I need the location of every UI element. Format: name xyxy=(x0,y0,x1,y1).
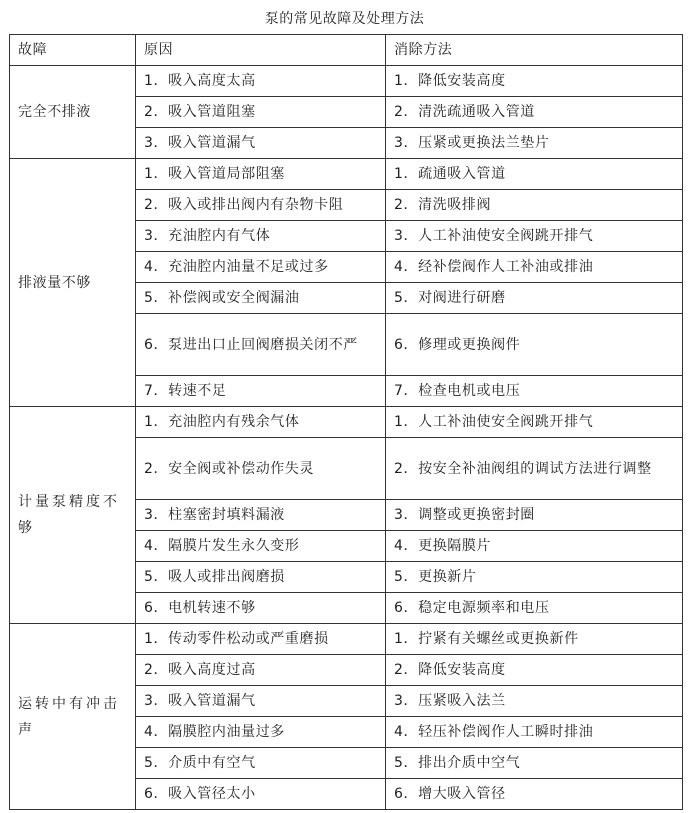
remedy-cell: 1．人工补油使安全阀跳开排气 xyxy=(386,407,683,438)
cause-cell: 3．吸入管道漏气 xyxy=(136,686,386,717)
cause-cell: 6．吸入管径太小 xyxy=(136,779,386,810)
cause-cell: 5．吸人或排出阀磨损 xyxy=(136,562,386,593)
table-row xyxy=(10,624,683,655)
remedy-cell: 5．排出介质中空气 xyxy=(386,748,683,779)
cause-cell: 1．充油腔内有残余气体 xyxy=(136,407,386,438)
cause-cell: 6．泵进出口止回阀磨损关闭不严 xyxy=(136,314,386,376)
cause-cell: 5．补偿阀或安全阀漏油 xyxy=(136,283,386,314)
fault-table xyxy=(9,34,683,810)
fault-cell: 运转中有冲击声 xyxy=(10,624,136,810)
remedy-cell: 3．压紧或更换法兰垫片 xyxy=(386,128,683,159)
remedy-cell: 1．拧紧有关螺丝或更换新件 xyxy=(386,624,683,655)
cause-cell: 4．充油腔内油量不足或过多 xyxy=(136,252,386,283)
cause-cell: 7．转速不足 xyxy=(136,376,386,407)
cause-cell: 4．隔膜腔内油量过多 xyxy=(136,717,386,748)
remedy-cell: 6．稳定电源频率和电压 xyxy=(386,593,683,624)
cause-cell: 1．吸入高度太高 xyxy=(136,66,386,97)
remedy-cell: 4．经补偿阀作人工补油或排油 xyxy=(386,252,683,283)
cause-cell: 6．电机转速不够 xyxy=(136,593,386,624)
table-row xyxy=(10,407,683,438)
fault-cell: 计量泵精度不够 xyxy=(10,407,136,624)
remedy-cell: 6．增大吸入管径 xyxy=(386,779,683,810)
cause-cell: 3．柱塞密封填料漏液 xyxy=(136,500,386,531)
remedy-cell: 2．清洗疏通吸入管道 xyxy=(386,97,683,128)
remedy-cell: 3．人工补油使安全阀跳开排气 xyxy=(386,221,683,252)
remedy-cell: 6．修理或更换阀件 xyxy=(386,314,683,376)
header-fault: 故障 xyxy=(10,35,136,66)
remedy-cell: 7．检查电机或电压 xyxy=(386,376,683,407)
remedy-cell: 3．压紧吸入法兰 xyxy=(386,686,683,717)
header-remedy: 消除方法 xyxy=(386,35,683,66)
cause-cell: 1．传动零件松动或严重磨损 xyxy=(136,624,386,655)
cause-cell: 1．吸入管道局部阻塞 xyxy=(136,159,386,190)
cause-cell: 2．吸入或排出阀内有杂物卡阻 xyxy=(136,190,386,221)
cause-cell: 2．吸入管道阻塞 xyxy=(136,97,386,128)
cause-cell: 4．隔膜片发生永久变形 xyxy=(136,531,386,562)
cause-cell: 3．充油腔内有气体 xyxy=(136,221,386,252)
fault-cell: 排液量不够 xyxy=(10,159,136,407)
cause-cell: 3．吸入管道漏气 xyxy=(136,128,386,159)
remedy-cell: 4．更换隔膜片 xyxy=(386,531,683,562)
header-cause: 原因 xyxy=(136,35,386,66)
remedy-cell: 3．调整或更换密封圈 xyxy=(386,500,683,531)
remedy-cell: 5．更换新片 xyxy=(386,562,683,593)
remedy-cell: 2．按安全补油阀组的调试方法进行调整 xyxy=(386,438,683,500)
remedy-cell: 1．疏通吸入管道 xyxy=(386,159,683,190)
remedy-cell: 1．降低安装高度 xyxy=(386,66,683,97)
remedy-cell: 2．清洗吸排阀 xyxy=(386,190,683,221)
fault-cell: 完全不排液 xyxy=(10,66,136,159)
remedy-cell: 2．降低安装高度 xyxy=(386,655,683,686)
header-row xyxy=(10,35,683,66)
remedy-cell: 5．对阀进行研磨 xyxy=(386,283,683,314)
remedy-cell: 4．轻压补偿阀作人工瞬时排油 xyxy=(386,717,683,748)
table-row xyxy=(10,159,683,190)
cause-cell: 2．吸入高度过高 xyxy=(136,655,386,686)
cause-cell: 2．安全阀或补偿动作失灵 xyxy=(136,438,386,500)
cause-cell: 5．介质中有空气 xyxy=(136,748,386,779)
page-title: 泵的常见故障及处理方法 xyxy=(264,11,425,27)
table-row xyxy=(10,66,683,97)
